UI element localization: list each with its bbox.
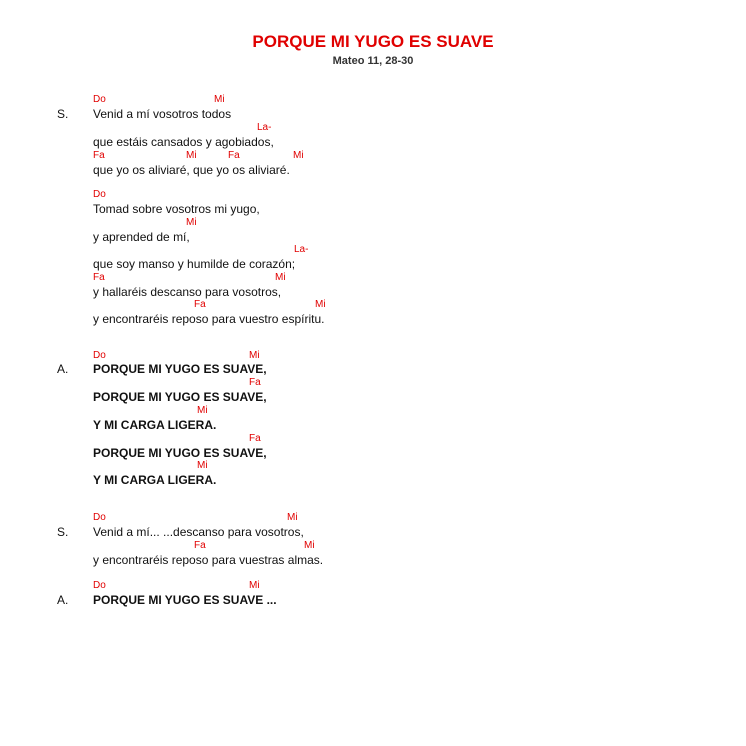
lyric-line: que estáis cansados y agobiados, (93, 135, 274, 149)
chord: Mi (287, 512, 298, 523)
lyric-line: PORQUE MI YUGO ES SUAVE, (93, 446, 267, 460)
chord: Mi (315, 299, 326, 310)
speaker-label: S. (57, 107, 69, 121)
lyric-line: PORQUE MI YUGO ES SUAVE, (93, 362, 267, 376)
chord: Mi (249, 350, 260, 361)
lyric-line: Venid a mí vosotros todos (93, 107, 232, 121)
lyric-line: que soy manso y humilde de corazón; (93, 257, 296, 271)
scripture-reference: Mateo 11, 28-30 (332, 55, 414, 67)
lyric-line: Y MI CARGA LIGERA. (93, 418, 217, 432)
chord: Mi (304, 540, 315, 551)
chord: Mi (197, 405, 208, 416)
lyric-line: y encontraréis reposo para vuestro espíritu. (93, 312, 325, 326)
lyric-line: Venid a mí... ...descanso para vosotros, (93, 525, 304, 539)
lyric-line: y encontraréis reposo para vuestras almas. (93, 553, 324, 567)
chord: Fa (194, 540, 206, 551)
chord: Do (93, 580, 106, 591)
chord: Fa (228, 150, 240, 161)
chord: Do (93, 350, 106, 361)
lyric-line: Y MI CARGA LIGERA. (93, 473, 217, 487)
chord: Fa (194, 299, 206, 310)
lyric-line: Tomad sobre vosotros mi yugo, (93, 202, 260, 216)
speaker-label: S. (57, 525, 69, 539)
song-title: PORQUE MI YUGO ES SUAVE (252, 32, 494, 51)
chord: Do (93, 512, 106, 523)
chord: Fa (249, 433, 261, 444)
chord: Fa (93, 150, 105, 161)
speaker-label: A. (57, 593, 69, 607)
chord: Mi (293, 150, 304, 161)
chord: Mi (186, 150, 197, 161)
chord: Do (93, 94, 106, 105)
lyric-line: PORQUE MI YUGO ES SUAVE ... (93, 593, 277, 607)
chord: Do (93, 189, 106, 200)
chord: Mi (214, 94, 225, 105)
lyric-line: PORQUE MI YUGO ES SUAVE, (93, 390, 267, 404)
lyric-line: y hallaréis descanso para vosotros, (93, 285, 282, 299)
lyric-line: que yo os aliviaré, que yo os aliviaré. (93, 163, 290, 177)
speaker-label: A. (57, 362, 69, 376)
lyric-line: y aprended de mí, (93, 230, 190, 244)
chord: La- (294, 244, 309, 255)
chord: Mi (197, 460, 208, 471)
chord: Mi (186, 217, 197, 228)
chord: La- (257, 122, 272, 133)
chord: Fa (93, 272, 105, 283)
chord: Fa (249, 377, 261, 388)
chord: Mi (275, 272, 286, 283)
chord: Mi (249, 580, 260, 591)
